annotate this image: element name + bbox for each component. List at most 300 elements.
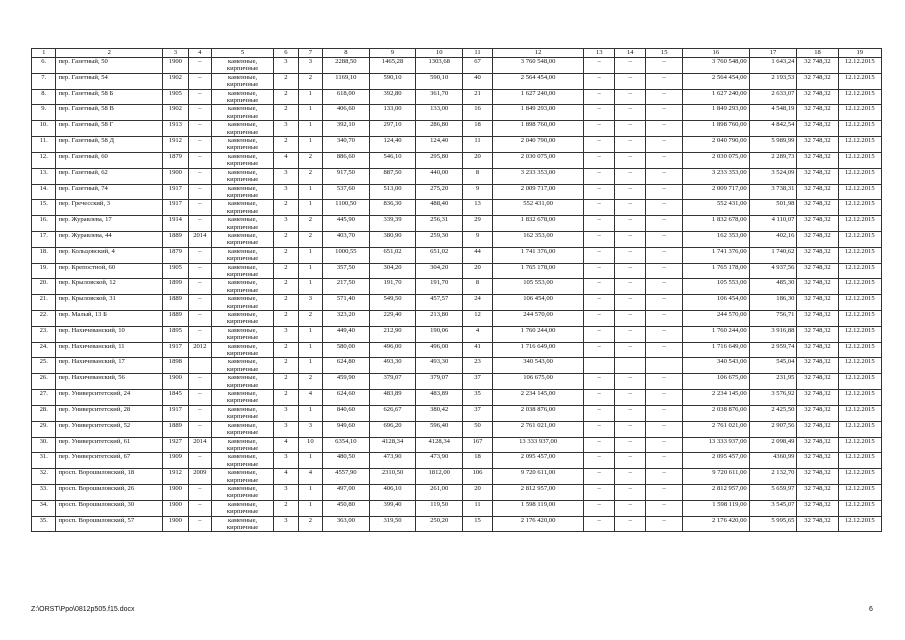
unit-cost-cell: 5 989,99	[749, 137, 797, 153]
floors-cell: 2	[274, 342, 298, 358]
total-area-cell: 4557,90	[323, 469, 370, 485]
max-unit-cost-cell: 32 748,32	[797, 342, 838, 358]
year-repaired-cell: 2014	[188, 231, 211, 247]
cost-estimate-cell: 1 832 678,00	[683, 216, 750, 232]
floors-cell: 2	[274, 358, 298, 374]
fund-cost-cell: –	[584, 73, 615, 89]
entrances-cell: 3	[298, 58, 322, 74]
total-area-cell: 340,70	[323, 137, 370, 153]
wall-material-cell: каменные, кирпичные	[211, 279, 273, 295]
residents-cell: 24	[463, 295, 493, 311]
year-built-cell: 1900	[163, 484, 189, 500]
year-repaired-cell: –	[188, 421, 211, 437]
address-cell: пер. Крыловской, 12	[56, 279, 163, 295]
deadline-cell: 12.12.2015	[838, 374, 881, 390]
owners-cost-cell: –	[646, 437, 683, 453]
page-number: 6	[869, 606, 873, 613]
year-built-cell: 1845	[163, 390, 189, 406]
address-cell: просп. Ворошиловский, 30	[56, 500, 163, 516]
address-cell: пер. Университетский, 67	[56, 453, 163, 469]
floors-cell: 2	[274, 390, 298, 406]
address-cell: пер. Нахичеванский, 10	[56, 326, 163, 342]
owners-cost-cell: –	[646, 342, 683, 358]
deadline-cell: 12.12.2015	[838, 105, 881, 121]
year-repaired-cell: –	[188, 263, 211, 279]
table-row	[32, 484, 882, 500]
max-unit-cost-cell: 32 748,32	[797, 168, 838, 184]
budget-cost-cell: –	[615, 137, 646, 153]
residential-area-cell: 399,40	[369, 500, 416, 516]
budget-cost-cell: –	[615, 121, 646, 137]
owners-cost-cell: –	[646, 279, 683, 295]
address-cell: пер. Нахичеванский, 17	[56, 358, 163, 374]
max-unit-cost-cell: 32 748,32	[797, 121, 838, 137]
budget-cost-cell: –	[615, 342, 646, 358]
budget-cost-cell: –	[615, 437, 646, 453]
owners-cost-cell: –	[646, 484, 683, 500]
table-row	[32, 453, 882, 469]
max-unit-cost-cell: 32 748,32	[797, 73, 838, 89]
owners-cost-cell: –	[646, 58, 683, 74]
private-area-cell: 261,00	[416, 484, 463, 500]
residents-cell: 23	[463, 358, 493, 374]
private-area-cell: 1303,68	[416, 58, 463, 74]
max-unit-cost-cell: 32 748,32	[797, 279, 838, 295]
table-row	[32, 342, 882, 358]
wall-material-cell: каменные, кирпичные	[211, 216, 273, 232]
year-repaired-cell: –	[188, 58, 211, 74]
total-cost-cell: 2 234 145,00	[493, 390, 584, 406]
year-built-cell: 1913	[163, 121, 189, 137]
year-repaired-cell: –	[188, 89, 211, 105]
private-area-cell: 295,80	[416, 152, 463, 168]
deadline-cell: 12.12.2015	[838, 469, 881, 485]
deadline-cell: 12.12.2015	[838, 358, 881, 374]
cost-estimate-cell: 2 564 454,00	[683, 73, 750, 89]
year-repaired-cell: –	[188, 216, 211, 232]
address-cell: пер. Газетный, 58 В	[56, 105, 163, 121]
private-area-cell: 213,80	[416, 311, 463, 327]
entrances-cell: 2	[298, 311, 322, 327]
residential-area-cell: 513,00	[369, 184, 416, 200]
floors-cell: 3	[274, 484, 298, 500]
year-built-cell: 1917	[163, 200, 189, 216]
total-cost-cell: 1 627 240,00	[493, 89, 584, 105]
year-repaired-cell: –	[188, 279, 211, 295]
residents-cell: 20	[463, 484, 493, 500]
max-unit-cost-cell: 32 748,32	[797, 295, 838, 311]
unit-cost-cell: 5 659,97	[749, 484, 797, 500]
address-cell: просп. Ворошиловский, 18	[56, 469, 163, 485]
fund-cost-cell: –	[584, 405, 615, 421]
year-repaired-cell: –	[188, 405, 211, 421]
owners-cost-cell: –	[646, 200, 683, 216]
table-row	[32, 390, 882, 406]
address-cell: пер. Нахичеванский, 11	[56, 342, 163, 358]
deadline-cell: 12.12.2015	[838, 200, 881, 216]
owners-cost-cell: –	[646, 374, 683, 390]
private-area-cell: 473,90	[416, 453, 463, 469]
table-row	[32, 231, 882, 247]
entrances-cell: 2	[298, 216, 322, 232]
row-number-cell: 14.	[32, 184, 56, 200]
fund-cost-cell: –	[584, 152, 615, 168]
residents-cell: 16	[463, 105, 493, 121]
floors-cell: 3	[274, 58, 298, 74]
address-cell: пер. Газетный, 58 Б	[56, 89, 163, 105]
total-area-cell: 480,50	[323, 453, 370, 469]
total-area-cell: 406,60	[323, 105, 370, 121]
total-area-cell: 624,80	[323, 358, 370, 374]
total-area-cell: 571,40	[323, 295, 370, 311]
floors-cell: 2	[274, 200, 298, 216]
private-area-cell: 496,00	[416, 342, 463, 358]
residential-area-cell: 483,89	[369, 390, 416, 406]
year-built-cell: 1900	[163, 168, 189, 184]
fund-cost-cell: –	[584, 516, 615, 532]
wall-material-cell: каменные, кирпичные	[211, 121, 273, 137]
budget-cost-cell: –	[615, 73, 646, 89]
entrances-cell: 1	[298, 405, 322, 421]
owners-cost-cell: –	[646, 453, 683, 469]
max-unit-cost-cell: 32 748,32	[797, 405, 838, 421]
residential-area-cell: 229,40	[369, 311, 416, 327]
unit-cost-cell: 5 995,65	[749, 516, 797, 532]
year-repaired-cell: –	[188, 247, 211, 263]
address-cell: просп. Ворошиловский, 57	[56, 516, 163, 532]
table-row	[32, 105, 882, 121]
total-area-cell: 392,10	[323, 121, 370, 137]
table-row	[32, 469, 882, 485]
residents-cell: 167	[463, 437, 493, 453]
floors-cell: 2	[274, 500, 298, 516]
unit-cost-cell: 501,98	[749, 200, 797, 216]
fund-cost-cell: –	[584, 121, 615, 137]
unit-cost-cell: 3 738,31	[749, 184, 797, 200]
deadline-cell: 12.12.2015	[838, 516, 881, 532]
unit-cost-cell: 2 425,50	[749, 405, 797, 421]
max-unit-cost-cell: 32 748,32	[797, 484, 838, 500]
wall-material-cell: каменные, кирпичные	[211, 342, 273, 358]
table-row	[32, 121, 882, 137]
cost-estimate-cell: 2 234 145,00	[683, 390, 750, 406]
fund-cost-cell	[584, 358, 615, 374]
floors-cell: 4	[274, 469, 298, 485]
total-cost-cell: 340 543,00	[493, 358, 584, 374]
fund-cost-cell: –	[584, 216, 615, 232]
budget-cost-cell: –	[615, 374, 646, 390]
row-number-cell: 18.	[32, 247, 56, 263]
private-area-cell: 493,30	[416, 358, 463, 374]
residents-cell: 67	[463, 58, 493, 74]
residents-cell: 8	[463, 168, 493, 184]
cost-estimate-cell: 2 812 957,00	[683, 484, 750, 500]
residents-cell: 50	[463, 421, 493, 437]
private-area-cell: 361,70	[416, 89, 463, 105]
year-built-cell: 1900	[163, 500, 189, 516]
private-area-cell: 304,20	[416, 263, 463, 279]
row-number-cell: 30.	[32, 437, 56, 453]
row-number-cell: 27.	[32, 390, 56, 406]
cost-estimate-cell: 2 009 717,00	[683, 184, 750, 200]
budget-cost-cell: –	[615, 326, 646, 342]
row-number-cell: 9.	[32, 105, 56, 121]
private-area-cell: 4128,34	[416, 437, 463, 453]
fund-cost-cell: –	[584, 311, 615, 327]
year-repaired-cell: –	[188, 390, 211, 406]
residential-area-cell: 696,20	[369, 421, 416, 437]
table-row	[32, 184, 882, 200]
unit-cost-cell: 2 289,73	[749, 152, 797, 168]
entrances-cell: 4	[298, 469, 322, 485]
cost-estimate-cell: 552 431,00	[683, 200, 750, 216]
residents-cell: 106	[463, 469, 493, 485]
fund-cost-cell: –	[584, 374, 615, 390]
entrances-cell: 4	[298, 390, 322, 406]
max-unit-cost-cell: 32 748,32	[797, 105, 838, 121]
row-number-cell: 17.	[32, 231, 56, 247]
deadline-cell: 12.12.2015	[838, 326, 881, 342]
residents-cell: 35	[463, 390, 493, 406]
fund-cost-cell: –	[584, 105, 615, 121]
table-row	[32, 168, 882, 184]
entrances-cell: 1	[298, 121, 322, 137]
year-built-cell: 1917	[163, 405, 189, 421]
private-area-cell: 191,70	[416, 279, 463, 295]
total-cost-cell: 3 760 548,00	[493, 58, 584, 74]
entrances-cell: 1	[298, 358, 322, 374]
deadline-cell: 12.12.2015	[838, 279, 881, 295]
floors-cell: 4	[274, 152, 298, 168]
fund-cost-cell: –	[584, 279, 615, 295]
max-unit-cost-cell: 32 748,32	[797, 58, 838, 74]
cost-estimate-cell: 106 454,00	[683, 295, 750, 311]
private-area-cell: 488,40	[416, 200, 463, 216]
residential-area-cell: 380,90	[369, 231, 416, 247]
table-row	[32, 374, 882, 390]
floors-cell: 3	[274, 184, 298, 200]
wall-material-cell: каменные, кирпичные	[211, 89, 273, 105]
total-cost-cell: 552 431,00	[493, 200, 584, 216]
owners-cost-cell: –	[646, 516, 683, 532]
document-page	[31, 48, 882, 532]
budget-cost-cell: –	[615, 184, 646, 200]
floors-cell: 3	[274, 168, 298, 184]
total-area-cell: 1169,10	[323, 73, 370, 89]
year-built-cell: 1889	[163, 421, 189, 437]
private-area-cell: 133,00	[416, 105, 463, 121]
residents-cell: 8	[463, 279, 493, 295]
deadline-cell: 12.12.2015	[838, 73, 881, 89]
entrances-cell: 1	[298, 500, 322, 516]
residents-cell: 18	[463, 453, 493, 469]
entrances-cell: 1	[298, 247, 322, 263]
fund-cost-cell: –	[584, 168, 615, 184]
budget-cost-cell: –	[615, 469, 646, 485]
total-cost-cell: 2 095 457,00	[493, 453, 584, 469]
row-number-cell: 7.	[32, 73, 56, 89]
header-cell-7: 7	[298, 49, 322, 58]
year-built-cell: 1899	[163, 279, 189, 295]
budget-cost-cell: –	[615, 89, 646, 105]
row-number-cell: 16.	[32, 216, 56, 232]
total-area-cell: 618,00	[323, 89, 370, 105]
residents-cell: 4	[463, 326, 493, 342]
row-number-cell: 21.	[32, 295, 56, 311]
fund-cost-cell: –	[584, 58, 615, 74]
row-number-cell: 8.	[32, 89, 56, 105]
year-built-cell: 1902	[163, 105, 189, 121]
total-cost-cell: 105 553,00	[493, 279, 584, 295]
total-cost-cell: 2 038 876,00	[493, 405, 584, 421]
floors-cell: 2	[274, 295, 298, 311]
entrances-cell: 2	[298, 231, 322, 247]
total-cost-cell: 1 849 293,00	[493, 105, 584, 121]
fund-cost-cell: –	[584, 295, 615, 311]
entrances-cell: 1	[298, 200, 322, 216]
floors-cell: 2	[274, 247, 298, 263]
total-area-cell: 217,50	[323, 279, 370, 295]
owners-cost-cell: –	[646, 500, 683, 516]
row-number-cell: 28.	[32, 405, 56, 421]
entrances-cell: 3	[298, 295, 322, 311]
cost-estimate-cell: 1 760 244,00	[683, 326, 750, 342]
cost-estimate-cell: 2 761 021,00	[683, 421, 750, 437]
floors-cell: 2	[274, 374, 298, 390]
max-unit-cost-cell: 32 748,32	[797, 89, 838, 105]
total-area-cell: 497,00	[323, 484, 370, 500]
residents-cell: 9	[463, 184, 493, 200]
owners-cost-cell: –	[646, 137, 683, 153]
total-cost-cell: 2 176 420,00	[493, 516, 584, 532]
wall-material-cell: каменные, кирпичные	[211, 231, 273, 247]
cost-estimate-cell: 3 233 353,00	[683, 168, 750, 184]
year-repaired-cell: –	[188, 73, 211, 89]
header-cell-2: 2	[56, 49, 163, 58]
deadline-cell: 12.12.2015	[838, 453, 881, 469]
year-repaired-cell: –	[188, 200, 211, 216]
cost-estimate-cell: 244 570,00	[683, 311, 750, 327]
private-area-cell: 259,30	[416, 231, 463, 247]
address-cell: пер. Газетный, 50	[56, 58, 163, 74]
year-built-cell: 1905	[163, 89, 189, 105]
unit-cost-cell: 4 937,56	[749, 263, 797, 279]
unit-cost-cell: 4360,99	[749, 453, 797, 469]
header-cell-11: 11	[463, 49, 493, 58]
floors-cell: 2	[274, 263, 298, 279]
year-repaired-cell: 2012	[188, 342, 211, 358]
residents-cell: 12	[463, 311, 493, 327]
header-cell-15: 15	[646, 49, 683, 58]
residents-cell: 20	[463, 263, 493, 279]
wall-material-cell: каменные, кирпичные	[211, 168, 273, 184]
unit-cost-cell: 2 098,49	[749, 437, 797, 453]
residential-area-cell: 590,10	[369, 73, 416, 89]
row-number-cell: 10.	[32, 121, 56, 137]
cost-estimate-cell: 2 030 075,00	[683, 152, 750, 168]
year-repaired-cell: –	[188, 500, 211, 516]
fund-cost-cell: –	[584, 342, 615, 358]
address-cell: пер. Нахичеванский, 56	[56, 374, 163, 390]
total-cost-cell: 162 353,00	[493, 231, 584, 247]
floors-cell: 3	[274, 121, 298, 137]
cost-estimate-cell: 1 716 649,00	[683, 342, 750, 358]
fund-cost-cell: –	[584, 263, 615, 279]
year-built-cell: 1879	[163, 152, 189, 168]
header-cell-1: 1	[32, 49, 56, 58]
header-cell-3: 3	[163, 49, 189, 58]
table-row	[32, 152, 882, 168]
wall-material-cell: каменные, кирпичные	[211, 152, 273, 168]
unit-cost-cell: 4 842,54	[749, 121, 797, 137]
table-row	[32, 279, 882, 295]
entrances-cell: 2	[298, 374, 322, 390]
year-built-cell: 1914	[163, 216, 189, 232]
table-row	[32, 247, 882, 263]
year-repaired-cell: –	[188, 374, 211, 390]
total-cost-cell: 2 564 454,00	[493, 73, 584, 89]
private-area-cell: 380,42	[416, 405, 463, 421]
fund-cost-cell: –	[584, 500, 615, 516]
cost-estimate-cell: 1 898 760,00	[683, 121, 750, 137]
deadline-cell: 12.12.2015	[838, 58, 881, 74]
deadline-cell: 12.12.2015	[838, 231, 881, 247]
max-unit-cost-cell: 32 748,32	[797, 184, 838, 200]
row-number-cell: 26.	[32, 374, 56, 390]
table-row	[32, 437, 882, 453]
header-cell-19: 19	[838, 49, 881, 58]
year-built-cell: 1889	[163, 231, 189, 247]
wall-material-cell: каменные, кирпичные	[211, 469, 273, 485]
address-cell: пер. Университетский, 28	[56, 405, 163, 421]
wall-material-cell: каменные, кирпичные	[211, 263, 273, 279]
total-area-cell: 840,60	[323, 405, 370, 421]
total-cost-cell: 3 233 353,00	[493, 168, 584, 184]
wall-material-cell: каменные, кирпичные	[211, 405, 273, 421]
year-built-cell: 1889	[163, 311, 189, 327]
fund-cost-cell: –	[584, 89, 615, 105]
deadline-cell: 12.12.2015	[838, 89, 881, 105]
year-repaired-cell: –	[188, 137, 211, 153]
max-unit-cost-cell: 32 748,32	[797, 137, 838, 153]
unit-cost-cell: 3 576,92	[749, 390, 797, 406]
unit-cost-cell: 1 643,24	[749, 58, 797, 74]
table-row	[32, 326, 882, 342]
address-cell: пер. Газетный, 58 Д	[56, 137, 163, 153]
max-unit-cost-cell: 32 748,32	[797, 437, 838, 453]
unit-cost-cell: 3 524,09	[749, 168, 797, 184]
owners-cost-cell: –	[646, 216, 683, 232]
wall-material-cell: каменные, кирпичные	[211, 105, 273, 121]
cost-estimate-cell: 105 553,00	[683, 279, 750, 295]
row-number-cell: 35.	[32, 516, 56, 532]
budget-cost-cell: –	[615, 263, 646, 279]
unit-cost-cell: 545,04	[749, 358, 797, 374]
row-number-cell: 12.	[32, 152, 56, 168]
owners-cost-cell: –	[646, 168, 683, 184]
header-cell-9: 9	[369, 49, 416, 58]
table-row	[32, 89, 882, 105]
year-repaired-cell: –	[188, 184, 211, 200]
floors-cell: 2	[274, 137, 298, 153]
max-unit-cost-cell: 32 748,32	[797, 390, 838, 406]
residential-area-cell: 626,67	[369, 405, 416, 421]
budget-cost-cell: –	[615, 390, 646, 406]
row-number-cell: 23.	[32, 326, 56, 342]
entrances-cell: 2	[298, 73, 322, 89]
cost-estimate-cell: 1 765 178,00	[683, 263, 750, 279]
residential-area-cell: 191,70	[369, 279, 416, 295]
